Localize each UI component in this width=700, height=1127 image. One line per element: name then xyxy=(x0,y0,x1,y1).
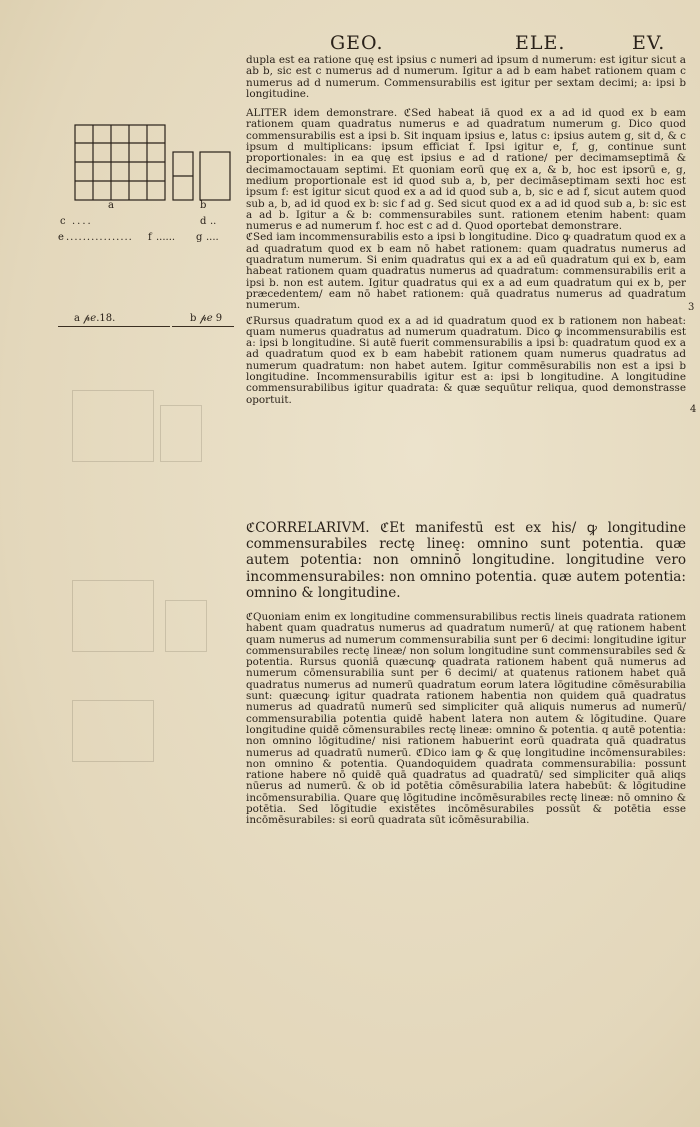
margin-mark-4: 4 xyxy=(690,404,697,415)
margin-label-a: a 𝓅𝑒.18. xyxy=(74,313,116,324)
running-header xyxy=(0,32,700,56)
label-f: f xyxy=(148,232,152,243)
header-left: GEO. xyxy=(330,32,384,54)
margin-label-b: b 𝓅𝑒 9 xyxy=(190,313,223,324)
line-a xyxy=(58,326,170,327)
label-a: a xyxy=(108,200,114,211)
showthrough-grid xyxy=(72,390,154,462)
book-page: GEO. ELE. EV. a b c .... d .. e ................ f ...... g .... a 𝓅𝑒.18. b 𝓅𝑒 9 3 4 dupla est ea ratione quę est ipsius c numeri ad ipsum d numerum: est igitur sicut a ab b, sic est c numerus ad d numerum. Igitur a ad b eam habet rationem quam c numerus ad d numerum. Commensurabilis est igitur per sextam decimi; a: ipsi b longitudine. ALITER idem demonstrare. ℭSed habeat iā quod ex a ad id quod ex b eam rationem quam quadratus numerus e ad quadratum numerum g. Dico quod commensurabilis est a ipsi b. Sit inquam ipsius e, latus c: ipsius autem g, sit d, & c ipsum d multiplicans: ipsum efficiat f. Ipsi igitur e, f, g, continue sunt proportionales: in ea quę est ipsius e ad d ratione/ per decimamseptimā & decimamoctauam septimi. Et quoniam eorū quę ex a, & b, hoc est ipsorū e, g, medium proportionale est id quod sub a, b, per decimāseptimam sexti hoc est ipsum f: est igitur sicut quod ex a ad id quod sub a, b, sic e ad f, sicut autem quod sub a, b, ad id quod ex b: sic f ad g. Sed sicut quod ex a ad id quod sub a, b: sic est a ad b. Igitur a & b: commensurabiles sunt. rationem etenim habent: quam numerus e ad numerum f. hoc est c ad d. Quod oportebat demonstrare. ℭSed iam incommensurabilis esto a ipsi b longitudine. Dico ꝙ quadratum quod ex a ad quadratum quod ex b eam nō habet rationem: quam quadratus numerus ad quadratum numerum. Si enim quadratus qui ex a ad eū quadratum qui ex b, eam habeat rationem quam quadratus numerus ad quadratum: commensurabilis erit a ipsi b. non est autem. Igitur quadratus qui ex a ad eum quadratum qui ex b, per præcedentem/ eam nō habet rationem: quā quadratus numerus ad quadratum numerum. ℭRursus quadratum quod ex a ad id quadratum quod ex b rationem non habeat: quam numerus quadratus ad numerum quadratum. Dico ꝙ incommensurabilis est a: ipsi b longitudine. Si autē fuerit commensurabilis a ipsi b: quadratum quod ex a ad quadratum quod ex b eam habebit rationem quam numerus quadratus ad numerum quadratum: non habet autem. Igitur commēsurabilis non est a ipsi b longitudine. Incommensurabilis igitur est a: ipsi b longitudine. A longitudine commensurabilibus igitur quadrata: & quæ sequūtur reliqua, quod demonstrasse oportuit. ℭCORRELARIVM. ℭEt manifestū est ex his/ ꝙ longitudine commensurabiles rectę lineę: omnino sunt potentia. quæ autem potentia: non omninō longitudine. longitudine vero incommensurabiles: non omnino potentia. quæ autem potentia: omnino & longitudine. ℭQuoniam enim ex longitudine commensurabilibus rectis lineis quadrata rationem habent quam quadratus numerus ad quadratum numerū/ at quę rationem habent quam numerus ad numerum commensurabilia sunt per 6 decimi: longitudine igitur commensurabiles rectę lineæ/ non solum longitudine sunt commensurabiles sed & potentia. Rursus quoniā quæcunꝙ quadrata rationem habent quā numerus ad numerum cōmensurabilia sunt per 6 decimi/ at quatenus rationem habet quā quadratus numerus ad numerū quadratum eorum latera lōgitudine cōmēsurabilia sunt: quæcunꝙ igitur quadrata rationem habentia non quidem quā quadratus numerus ad quadratū numerū sed simpliciter quā aliquis numerus ad numerū/ commensurabilia potentia quidē habent latera non autem & lōgitudine. Quare longitudine quidē cōmensurabiles rectę lineæ: omnino & potentia. q autē potentia: non omnino lōgitudine/ nisi rationem habuerint eorū quadrata quā quadratus numerus ad quadratū numerū. ℭDico iam ꝙ & quę longitudine incōmensurabiles: non omnino & potentia. Quandoquidem quadrata commensurabilia: possunt ratione habere nō quidē quā quadratus ad quadratū/ sed simpliciter quā aliqs nūerus ad numerū. & ob id potētia cōmēsurabilia latera habebūt: & lōgitudine incōmensurabilia. Quare quę lōgitudine incōmēsurabiles rectę lineæ: nō omnino & potētia. Sed lōgitudie existētes incōmēsurabiles possūt & potētia esse incōmēsurabiles: si eorū quadrata sūt icōmēsurabilia. xyxy=(0,0,700,1127)
main-text xyxy=(246,55,686,406)
margin-mark-3: 3 xyxy=(688,302,695,313)
corollary-proof: ℭQuoniam enim ex longitudine commensurabilibus rectis lineis quadrata rationem habent quam quadratus numerus ad quadratum numerū/ at quę rationem habent quam numerus ad numerum commensurabilia sunt per 6 decimi: longitudine igitur commensurabiles rectę lineæ/ non solum longitudine sunt commensurabiles sed & potentia. Rursus quoniā quæcunꝙ quadrata rationem habent quā numerus ad numerum cōmensurabilia sunt per 6 decimi/ at quatenus rationem habet quā quadratus numerus ad numerū quadratum eorum latera lōgitudine cōmēsurabilia sunt: quæcunꝙ igitur quadrata rationem habentia non quidem quā quadratus numerus ad quadratū numerū sed simpliciter quā aliquis numerus ad numerū/ commensurabilia potentia quidē habent latera non autem & lōgitudine. Quare longitudine quidē cōmensurabiles rectę lineæ: omnino & potentia. q autē potentia: non omnino lōgitudine/ nisi rationem habuerint eorū quadrata quā quadratus numerus ad quadratū numerū. ℭDico iam ꝙ & quę longitudine incōmensurabiles: non omnino & potentia. Quandoquidem quadrata commensurabilia: possunt ratione habere nō quidē quā quadratus ad quadratū/ sed simpliciter quā aliqs nūerus ad numerū. & ob id potētia cōmēsurabilia latera habebūt: & lōgitudine incōmensurabilia. Quare quę lōgitudine incōmēsurabiles rectę lineæ: nō omnino & potētia. Sed lōgitudie existētes incōmēsurabiles possūt & potētia esse incōmēsurabiles: si eorū quadrata sūt icōmēsurabilia. xyxy=(246,611,686,827)
label-e: e xyxy=(58,232,64,243)
proposition-figure xyxy=(55,115,245,250)
paragraph-aliter: ALITER idem demonstrare. ℭSed habeat iā quod ex a ad id quod ex b eam rationem quam quadratus numerus e ad quadratum numerum g. Dico quod commensurabilis est a ipsi b. Sit inquam ipsius e, latus c: ipsius autem g, sit d, & c ipsum d multiplicans: ipsum efficiat f. Ipsi igitur e, f, g, continue sunt proportionales: in ea quę est ipsius e ad d ratione/ per decimamseptimā & decimamoctauam septimi. Et quoniam eorū quę ex a, & b, hoc est ipsorū e, g, medium proportionale est id quod sub a, b, per decimāseptimam sexti hoc est ipsum f: est igitur sicut quod ex a ad id quod sub a, b, sic e ad f, sicut autem quod sub a, b, ad id quod ex b: sic f ad g. Sed sicut quod ex a ad id quod sub a, b: sic est a ad b. Igitur a & b: commensurabiles sunt. rationem etenim habent: quam numerus e ad numerum f. hoc est c ad d. Quod oportebat demonstrare. xyxy=(246,107,686,233)
paragraph: ℭRursus quadratum quod ex a ad id quadratum quod ex b rationem non habeat: quam numerus quadratus ad numerum quadratum. Dico ꝙ incommensurabilis est a: ipsi b longitudine. Si autē fuerit commensurabilis a ipsi b: quadratum quod ex a ad quadratum quod ex b eam habebit rationem quam numerus quadratus ad numerum quadratum: non habet autem. Igitur commēsurabilis non est a ipsi b longitudine. Incommensurabilis igitur est a: ipsi b longitudine. A longitudine commensurabilibus igitur quadrata: & quæ sequūtur reliqua, quod demonstrasse oportuit. xyxy=(246,314,686,406)
corollary-heading-text: ℭCORRELARIVM. ℭEt manifestū est ex his/ ꝙ longitudine commensurabiles rectę lineę: omnino sunt potentia. quæ autem potentia: non omninō longitudine. longitudine vero incommensurabiles: non omnino potentia. quæ autem potentia: omnino & longitudine. xyxy=(246,520,686,601)
label-c: c xyxy=(60,216,66,227)
small-square xyxy=(200,152,230,200)
paragraph: dupla est ea ratione quę est ipsius c numeri ad ipsum d numerum: est igitur sicut a ab b, sic est c numerus ad d numerum. Igitur a ad b eam habet rationem quam c numerus ad d numerum. Commensurabilis est igitur per sextam decimi; a: ipsi b longitudine. xyxy=(246,54,686,100)
label-g: g xyxy=(196,232,203,243)
header-right: EV. xyxy=(632,32,666,54)
header-center: ELE. xyxy=(515,32,566,54)
label-b: b xyxy=(200,200,207,211)
line-b xyxy=(172,326,234,327)
label-d: d xyxy=(200,216,207,227)
paragraph: ℭSed iam incommensurabilis esto a ipsi b longitudine. Dico ꝙ quadratum quod ex a ad quadratum quod ex b eam nō habet rationem: quam quadratus numerus ad quadratum numerum. Si enim quadratus qui ex a ad eū quadratum qui ex b, eam habeat rationem quam quadratus numerus ad quadratum: commensurabilis erit a ipsi b. non est autem. Igitur quadratus qui ex a ad eum quadratum qui ex b, per præcedentem/ eam nō habet rationem: quā quadratus numerus ad quadratum numerum. xyxy=(246,231,686,312)
